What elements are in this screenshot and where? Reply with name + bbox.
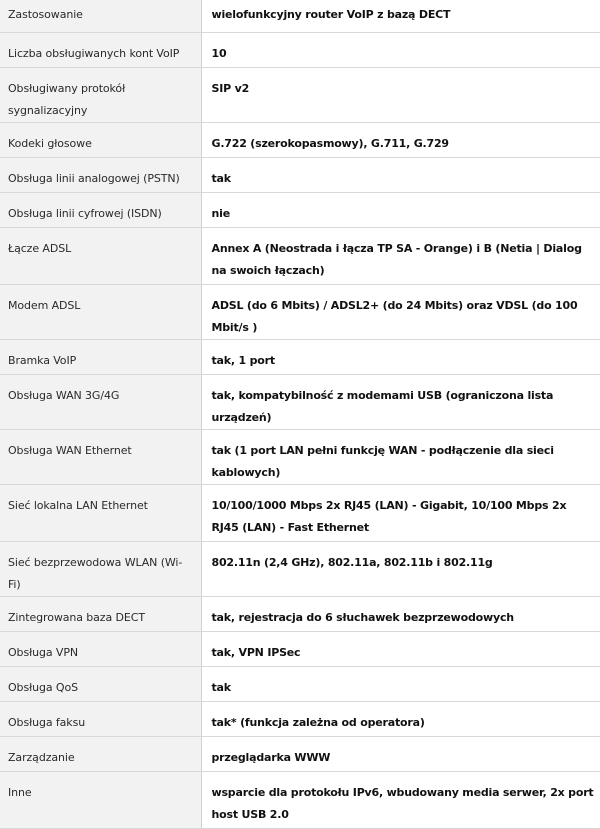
table-row: [0, 375, 600, 430]
spec-value: tak, VPN IPSec: [201, 632, 600, 667]
spec-label: Łącze ADSL: [0, 228, 201, 285]
spec-label: Modem ADSL: [0, 285, 201, 340]
spec-label: Obsługa faksu: [0, 702, 201, 737]
table-row: [0, 667, 600, 702]
spec-label: Sieć lokalna LAN Ethernet: [0, 485, 201, 542]
spec-label: Obsługa linii cyfrowej (ISDN): [0, 193, 201, 228]
spec-value: Annex A (Neostrada i łącza TP SA - Orange) i B (Netia | Dialog na swoich łączach): [201, 228, 600, 285]
spec-value: tak: [201, 667, 600, 702]
spec-label: Obsługiwany protokół sygnalizacyjny: [0, 68, 201, 123]
spec-value: wsparcie dla protokołu IPv6, wbudowany media serwer, 2x port host USB 2.0: [201, 772, 600, 829]
spec-value: 802.11n (2,4 GHz), 802.11a, 802.11b i 802.11g: [201, 542, 600, 597]
table-row: [0, 285, 600, 340]
spec-label: Kodeki głosowe: [0, 123, 201, 158]
spec-label: Obsługa linii analogowej (PSTN): [0, 158, 201, 193]
spec-value: wielofunkcyjny router VoIP z bazą DECT: [201, 0, 600, 33]
spec-value: ADSL (do 6 Mbits) / ADSL2+ (do 24 Mbits) oraz VDSL (do 100 Mbit/s ): [201, 285, 600, 340]
spec-value: tak, kompatybilność z modemami USB (ograniczona lista urządzeń): [201, 375, 600, 430]
spec-value: tak: [201, 158, 600, 193]
spec-value: 10: [201, 33, 600, 68]
table-row: [0, 340, 600, 375]
spec-value: nie: [201, 193, 600, 228]
spec-value: tak* (funkcja zależna od operatora): [201, 702, 600, 737]
table-row: [0, 158, 600, 193]
table-row: [0, 430, 600, 485]
spec-value: 10/100/1000 Mbps 2x RJ45 (LAN) - Gigabit, 10/100 Mbps 2x RJ45 (LAN) - Fast Ethernet: [201, 485, 600, 542]
table-row: [0, 772, 600, 829]
spec-value: tak, rejestracja do 6 słuchawek bezprzewodowych: [201, 597, 600, 632]
spec-value: tak, 1 port: [201, 340, 600, 375]
spec-label: Obsługa WAN 3G/4G: [0, 375, 201, 430]
table-row: [0, 0, 600, 33]
spec-value: SIP v2: [201, 68, 600, 123]
spec-label: Zintegrowana baza DECT: [0, 597, 201, 632]
spec-value: tak (1 port LAN pełni funkcję WAN - podłączenie dla sieci kablowych): [201, 430, 600, 485]
table-row: [0, 193, 600, 228]
spec-label: Liczba obsługiwanych kont VoIP: [0, 33, 201, 68]
table-row: [0, 228, 600, 285]
spec-label: Inne: [0, 772, 201, 829]
spec-label: Obsługa VPN: [0, 632, 201, 667]
spec-label: Bramka VoIP: [0, 340, 201, 375]
spec-label: Zastosowanie: [0, 0, 201, 33]
spec-label: Obsługa QoS: [0, 667, 201, 702]
spec-label: Obsługa WAN Ethernet: [0, 430, 201, 485]
spec-label: Sieć bezprzewodowa WLAN (Wi-Fi): [0, 542, 201, 597]
table-row: [0, 485, 600, 542]
table-row: [0, 542, 600, 597]
spec-label: Zarządzanie: [0, 737, 201, 772]
table-row: [0, 68, 600, 123]
table-row: [0, 737, 600, 772]
table-row: [0, 597, 600, 632]
table-row: [0, 632, 600, 667]
table-row: [0, 123, 600, 158]
table-row: [0, 33, 600, 68]
spec-value: przeglądarka WWW: [201, 737, 600, 772]
spec-value: G.722 (szerokopasmowy), G.711, G.729: [201, 123, 600, 158]
table-row: [0, 702, 600, 737]
